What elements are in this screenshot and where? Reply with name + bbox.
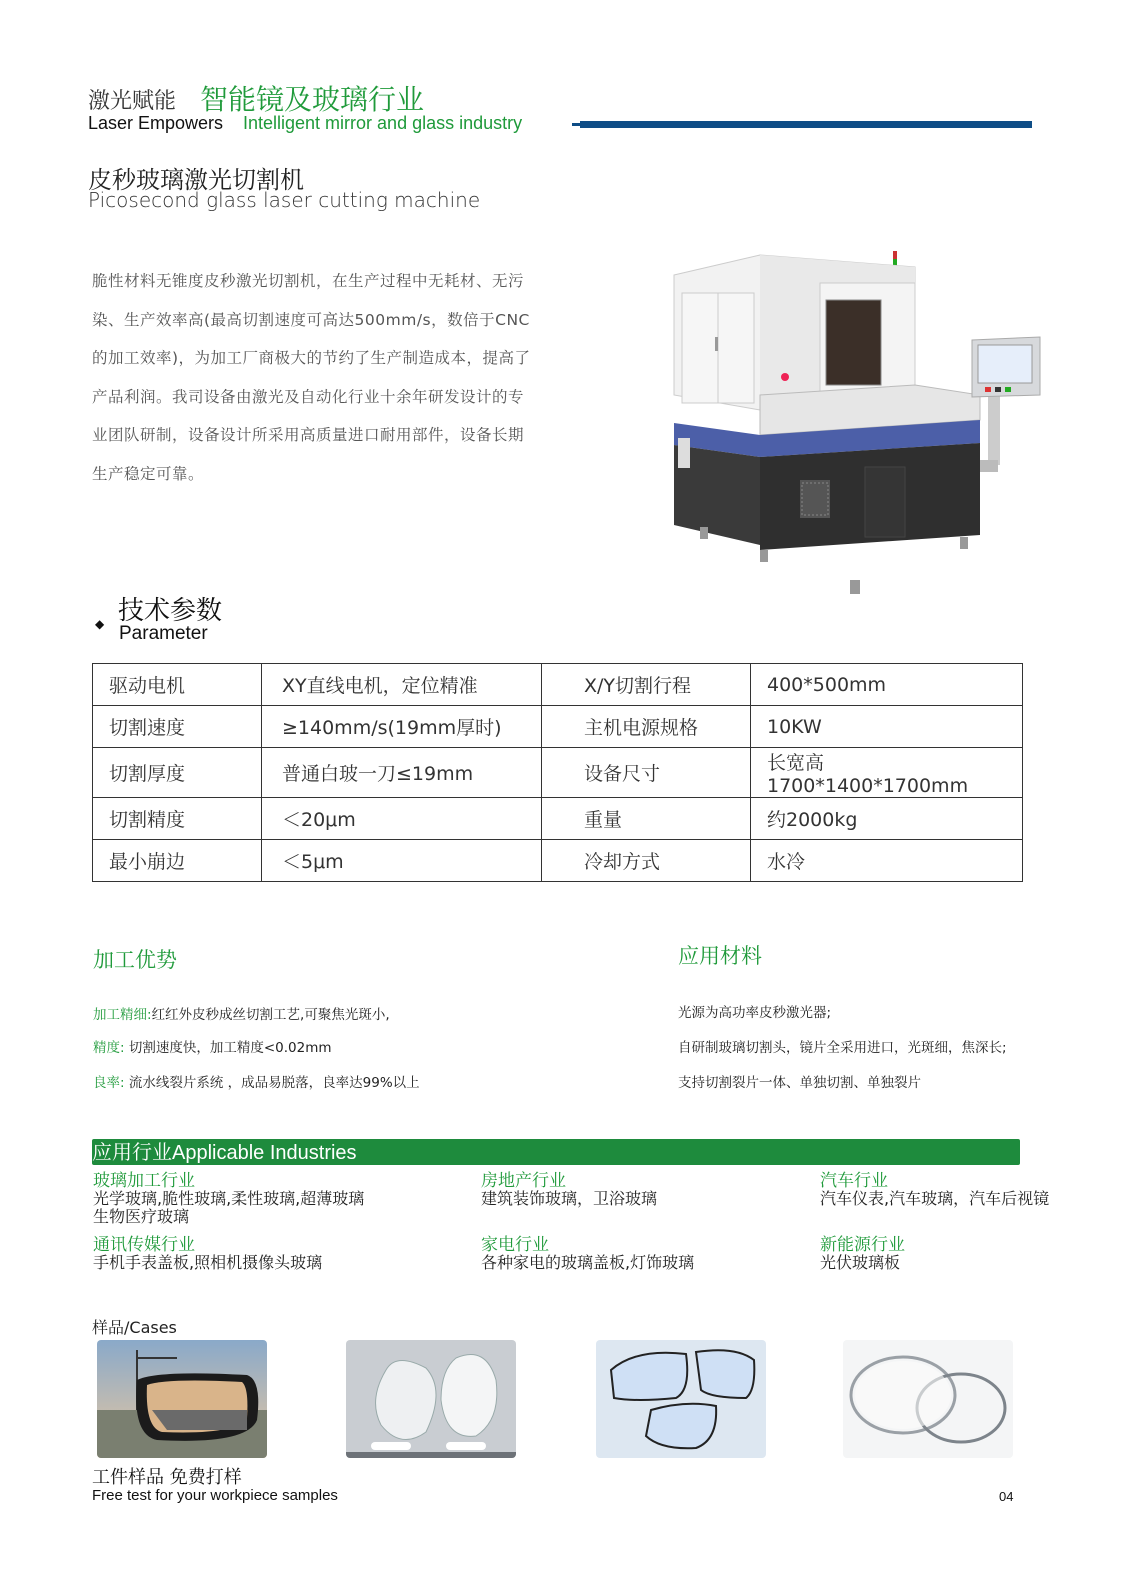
industries-title	[92, 1139, 357, 1166]
advantage-text: 切割速度快，加工精度<0.02mm	[124, 1040, 332, 1056]
industry-item	[481, 1172, 657, 1208]
advantage-item	[93, 1003, 390, 1023]
table-cell: ≥140mm/s(19mm厚时)	[262, 706, 542, 748]
header-cn-prefix: 激光赋能	[88, 89, 177, 114]
product-title-en: Picosecond glass laser cutting machine	[88, 188, 481, 212]
table-cell: 水冷	[751, 840, 1023, 882]
advantage-text: 流水线裂片系统 ，成品易脱落，良率达99%以上	[124, 1075, 420, 1091]
table-cell: 约2000kg	[751, 798, 1023, 840]
industry-title: 新能源行业	[820, 1235, 905, 1255]
advantages-title: 加工优势	[93, 948, 177, 972]
industry-item	[93, 1172, 364, 1226]
table-row	[93, 798, 1023, 840]
advantage-text: 红红外皮秒成丝切割工艺,可聚焦光斑小,	[151, 1007, 390, 1023]
table-cell: 切割精度	[93, 798, 262, 840]
industry-title: 通讯传媒行业	[93, 1235, 195, 1255]
material-item: 自研制玻璃切割头，镜片全采用进口，光斑细，焦深长;	[678, 1040, 1007, 1056]
table-cell: 长宽高1700*1400*1700mm	[751, 748, 1023, 798]
industry-title: 玻璃加工行业	[93, 1171, 195, 1191]
table-row	[93, 664, 1023, 706]
industry-desc: 生物医疗玻璃	[93, 1207, 190, 1226]
table-row	[93, 706, 1023, 748]
industry-desc: 光伏玻璃板	[820, 1253, 901, 1272]
header-en-prefix: Laser Empowers	[88, 113, 224, 133]
industry-desc: 汽车仪表,汽车玻璃，汽车后视镜	[820, 1189, 1050, 1208]
industries-title-en: Applicable Industries	[172, 1142, 357, 1164]
industries-title-cn: 应用行业	[92, 1140, 172, 1164]
table-cell: ＜20μm	[262, 798, 542, 840]
case-image-lens	[843, 1340, 1013, 1458]
free-sample-title-cn: 工件样品 免费打样	[92, 1467, 242, 1488]
table-cell: X/Y切割行程	[542, 664, 751, 706]
product-title-cn: 皮秒玻璃激光切割机	[88, 166, 304, 194]
advantage-label: 良率:	[93, 1075, 125, 1091]
table-cell: 10KW	[751, 706, 1023, 748]
material-item: 光源为高功率皮秒激光器;	[678, 1005, 832, 1021]
industry-desc: 手机手表盖板,照相机摄像头玻璃	[93, 1253, 323, 1272]
table-cell: 切割厚度	[93, 748, 262, 798]
advantage-label: 加工精细:	[93, 1007, 152, 1023]
industry-title: 房地产行业	[481, 1171, 566, 1191]
description-line: 的加工效率)，为加工厂商极大的节约了生产制造成本，提高了	[92, 349, 531, 367]
table-cell: 切割速度	[93, 706, 262, 748]
table-cell: XY直线电机，定位精准	[262, 664, 542, 706]
materials-title: 应用材料	[678, 944, 762, 968]
advantage-item	[93, 1071, 420, 1091]
cases-title: 样品/Cases	[92, 1318, 177, 1337]
header-cn-title: 智能镜及玻璃行业	[200, 83, 425, 116]
description-line: 业团队研制，设备设计所采用高质量进口耐用部件，设备长期	[92, 426, 525, 444]
table-cell: 最小崩边	[93, 840, 262, 882]
description-line: 产品利润。我司设备由激光及自动化行业十余年研发设计的专	[92, 387, 525, 406]
parameter-table	[92, 663, 1023, 882]
table-cell: ＜5μm	[262, 840, 542, 882]
table-cell: 重量	[542, 798, 751, 840]
parameter-title-cn: 技术参数	[118, 596, 223, 626]
table-cell: 400*500mm	[751, 664, 1023, 706]
product-description	[92, 262, 592, 493]
industry-title: 家电行业	[481, 1235, 549, 1255]
diamond-bullet-icon: ◆	[95, 617, 105, 631]
header-en-title: Intelligent mirror and glass industry	[243, 113, 523, 133]
table-row	[93, 840, 1023, 882]
advantage-label: 精度:	[93, 1040, 125, 1056]
description-line: 脆性材料无锥度皮秒激光切割机，在生产过程中无耗材、无污	[92, 272, 525, 290]
table-cell: 普通白玻一刀≤19mm	[262, 748, 542, 798]
header-rule	[580, 121, 1032, 128]
advantage-item	[93, 1036, 332, 1056]
page-number: 04	[999, 1489, 1014, 1504]
industry-item	[820, 1172, 1049, 1208]
material-item: 支持切割裂片一体、单独切割、单独裂片	[678, 1075, 921, 1091]
table-cell: 驱动电机	[93, 664, 262, 706]
table-cell: 主机电源规格	[542, 706, 751, 748]
table-row	[93, 748, 1023, 798]
industry-item	[93, 1236, 322, 1272]
table-cell: 设备尺寸	[542, 748, 751, 798]
parameter-title-en: Parameter	[119, 623, 208, 644]
free-sample-title-en: Free test for your workpiece samples	[92, 1487, 338, 1504]
laser-machine-image	[660, 245, 1060, 605]
case-image-glass-pieces	[596, 1340, 766, 1458]
description-line: 染、生产效率高(最高切割速度可高达500mm/s，数倍于CNC	[92, 310, 530, 329]
industry-desc: 建筑装饰玻璃，卫浴玻璃	[481, 1189, 658, 1208]
table-cell: 冷却方式	[542, 840, 751, 882]
description-line: 生产稳定可靠。	[92, 464, 205, 483]
case-image-smart-mirror	[346, 1340, 516, 1458]
industry-desc: 各种家电的玻璃盖板,灯饰玻璃	[481, 1253, 695, 1272]
industry-desc: 光学玻璃,脆性玻璃,柔性玻璃,超薄玻璃	[93, 1189, 365, 1208]
industry-item	[820, 1236, 905, 1272]
industry-item	[481, 1236, 694, 1272]
case-image-car-mirror	[97, 1340, 267, 1458]
industry-title: 汽车行业	[820, 1171, 888, 1191]
